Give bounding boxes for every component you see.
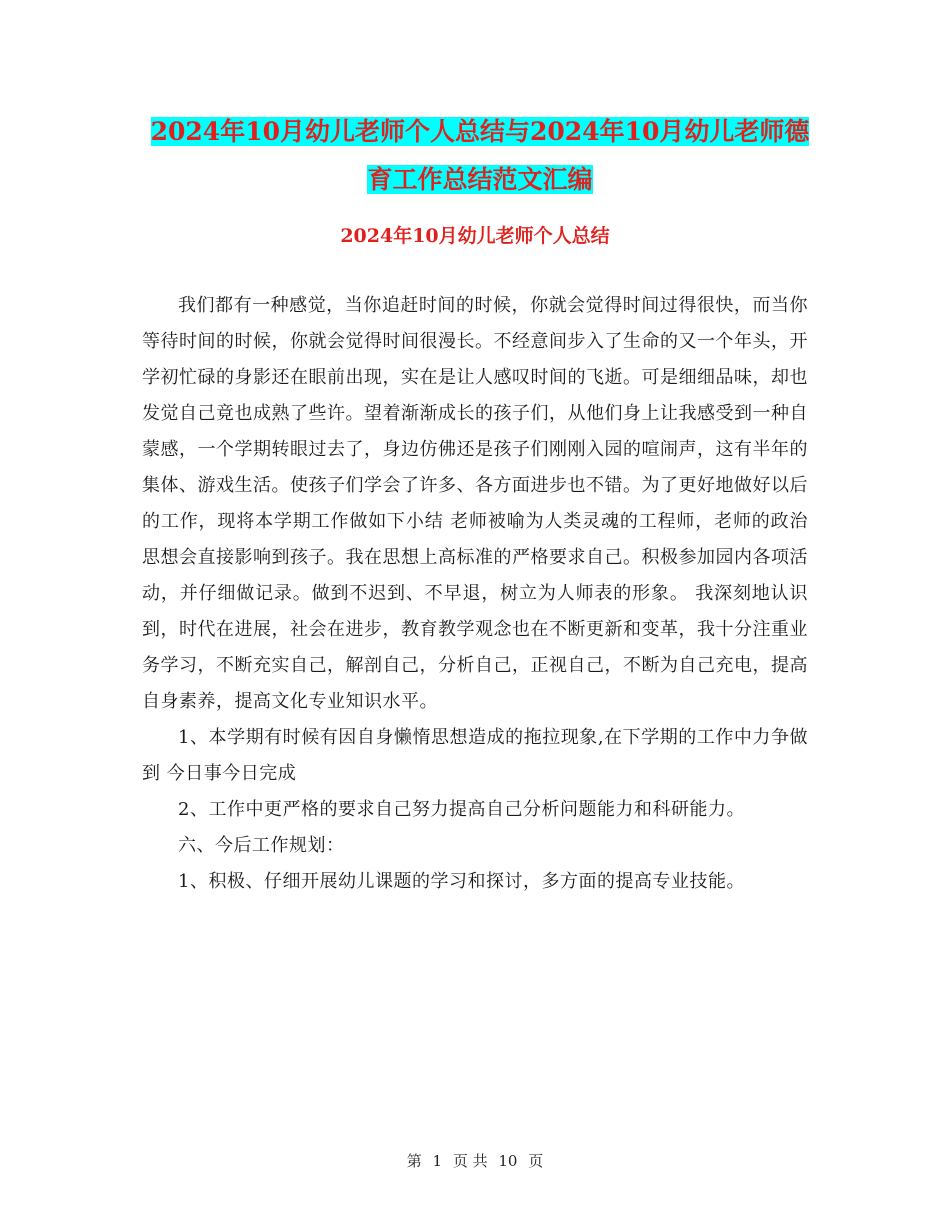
paragraph-item-1: 1、本学期有时候有因自身懒惰思想造成的拖拉现象,在下学期的工作中力争做到 今日事今日完成 [142,727,808,784]
footer-total-pages: 10 [498,1152,518,1170]
footer-middle: 页 共 [452,1152,488,1170]
footer-suffix: 页 [528,1152,544,1170]
paragraph-item-2: 2、工作中更严格的要求自己努力提高自己分析问题能力和科研能力。 [178,799,745,820]
document-body [142,288,808,900]
document-title [140,108,820,204]
page-footer [0,1150,950,1171]
paragraph-heading-future-plan: 六、今后工作规划： [178,835,345,856]
paragraph-intro: 我们都有一种感觉，当你追赶时间的时候，你就会觉得时间过得很快，而当你等待时间的时候，你就会觉得时间很漫长。不经意间步入了生命的又一个年头，开学初忙碌的身影还在眼前出现，实在是让人感叹时间的飞逝。可是细细品味，却也发觉自己竟也成熟了些许。望着渐渐成长的孩子们，从他们身上让我感受到一种自蒙感，一个学期转眼过去了，身边仿佛还是孩子们刚刚入园的喧闹声，这有半年的集体、游戏生活。使孩子们学会了许多、各方面进步也不错。为了更好地做好以后的工作，现将本学期工作做如下小结 老师被喻为人类灵魂的工程师，老师的政治思想会直接影响到孩子。我在思想上高标准的严格要求自己。积极参加园内各项活动，并仔细做记录。做到不迟到、不早退，树立为人师表的形象。 我深刻地认识到，时代在进展，社会在进步，教育教学观念也在不断更新和变革，我十分注重业务学习，不断充实自己，解剖自己，分析自己，正视自己，不断为自己充电，提高自身素养，提高文化专业知识水平。 [142,295,808,712]
document-title-text: 2024年10月幼儿老师个人总结与2024年10月幼儿老师德育工作总结范文汇编 [150,117,810,194]
footer-page-number: 1 [432,1152,443,1170]
footer-prefix: 第 [406,1152,422,1170]
section-title: 2024年10月幼儿老师个人总结 [340,225,610,247]
paragraph-plan-1: 1、积极、仔细开展幼儿课题的学习和探讨，多方面的提高专业技能。 [178,871,745,892]
